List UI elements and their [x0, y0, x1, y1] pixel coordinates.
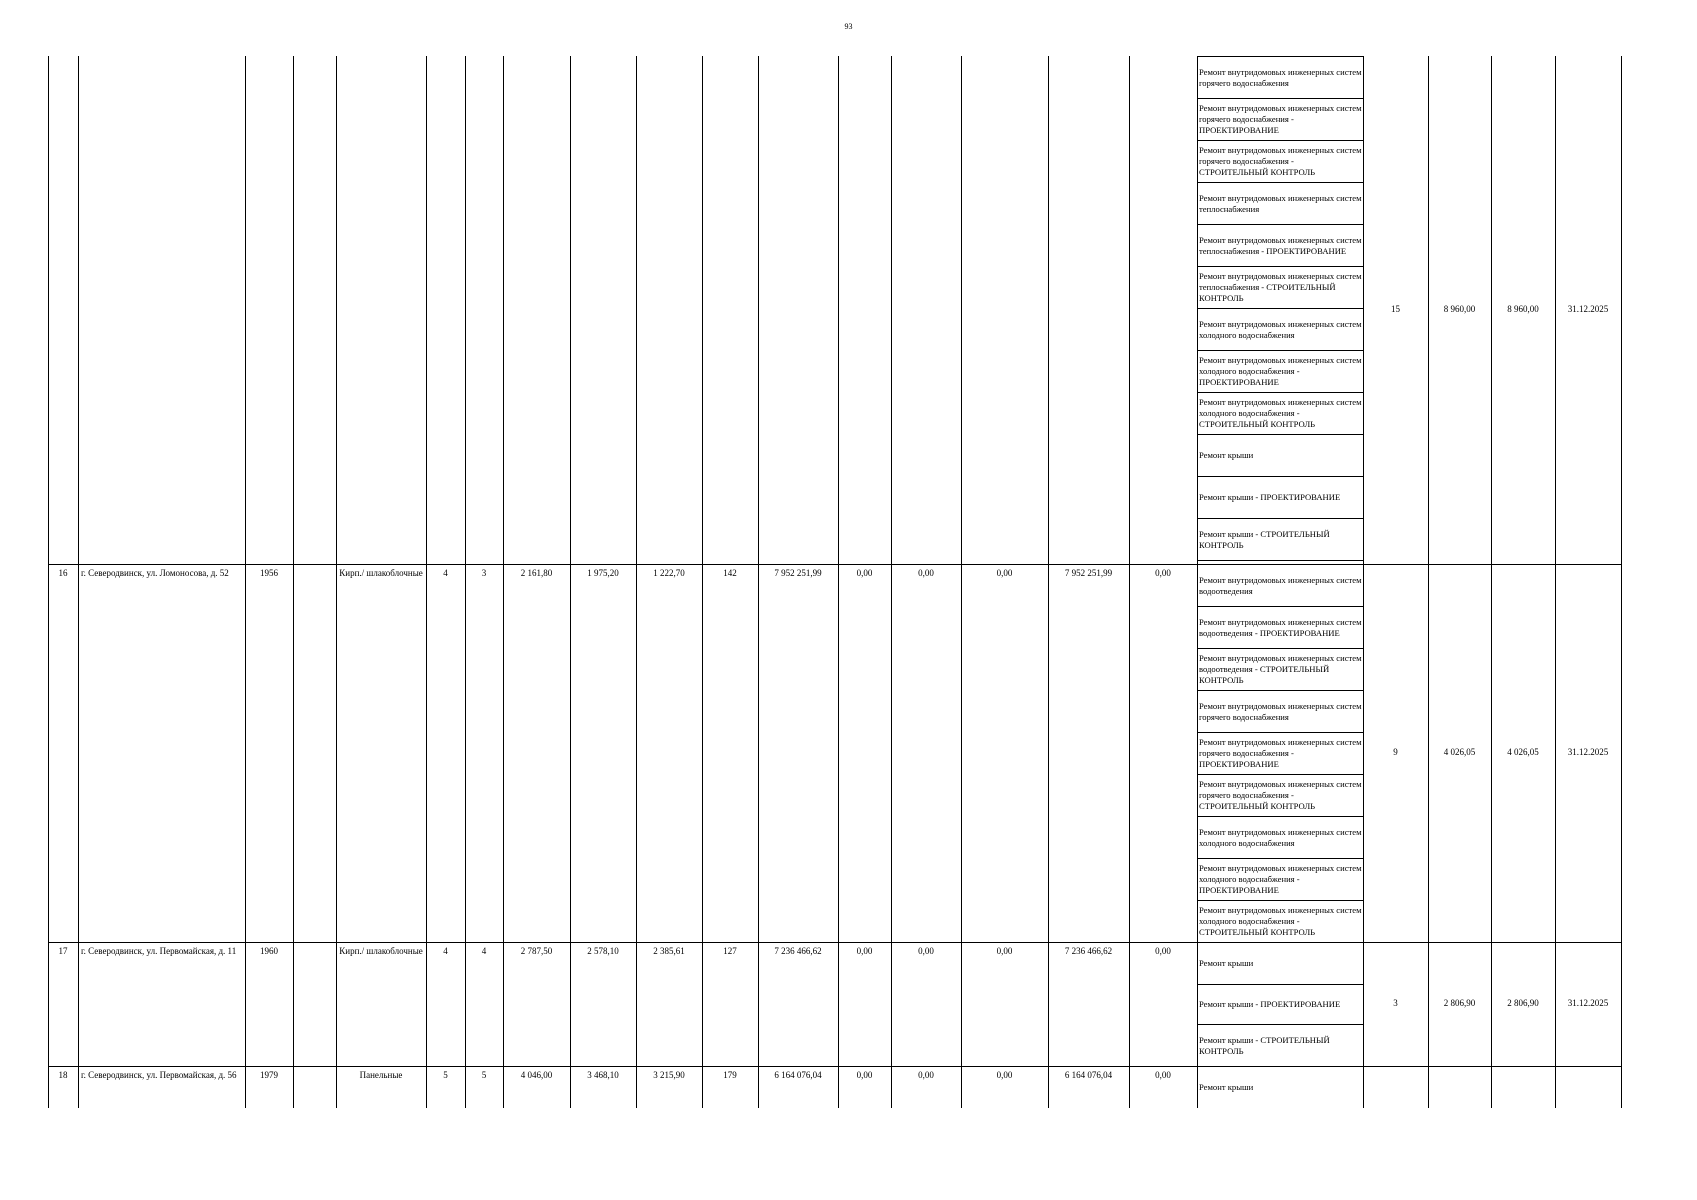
grid-column-line [465, 56, 466, 1108]
grid-column-line [636, 56, 637, 1108]
cell-count: 3 [1393, 998, 1398, 1008]
grid-column-line [1621, 56, 1622, 1108]
work-item: Ремонт внутридомовых инженерных систем холодного водоснабжения [1199, 318, 1362, 340]
grid-column-line [503, 56, 504, 1108]
work-item: Ремонт крыши [1199, 1082, 1254, 1092]
work-separator [1197, 1066, 1363, 1067]
grid-column-line [78, 56, 79, 1108]
grid-column-line [891, 56, 892, 1108]
page-number: 93 [844, 22, 853, 31]
grid-column-line [1048, 56, 1049, 1108]
cell-fund-federal: 0,00 [856, 568, 873, 578]
work-item: Ремонт крыши [1199, 958, 1254, 968]
work-separator [1197, 942, 1363, 943]
cell-area-total: 2 787,50 [520, 946, 553, 956]
cell-num: 18 [58, 1070, 68, 1080]
work-item: Ремонт крыши - ПРОЕКТИРОВАНИЕ [1199, 999, 1341, 1009]
cell-wall: Кирп./ шлакоблочные [339, 568, 423, 578]
cell-area-living: 1 975,20 [587, 568, 619, 578]
cell-count: 15 [1391, 304, 1400, 314]
work-item: Ремонт внутридомовых инженерных систем холодного водоснабжения - ПРОЕКТИРОВАНИЕ [1199, 355, 1362, 387]
cell-fund-owners: 7 236 466,62 [1064, 946, 1113, 956]
grid-column-line [1129, 56, 1130, 1108]
cell-area-owned: 3 215,90 [653, 1070, 685, 1080]
cell-residents: 142 [723, 568, 737, 578]
work-item: Ремонт внутридомовых инженерных систем теплоснабжения - ПРОЕКТИРОВАНИЕ [1199, 234, 1362, 256]
work-item: Ремонт внутридомовых инженерных систем холодного водоснабжения - СТРОИТЕЛЬНЫЙ КОНТРОЛЬ [1199, 905, 1362, 937]
cell-floors: 4 [443, 946, 448, 956]
work-item: Ремонт крыши - СТРОИТЕЛЬНЫЙ КОНТРОЛЬ [1199, 528, 1330, 550]
cell-address: г. Северодвинск, ул. Первомайская, д. 11 [81, 946, 237, 956]
grid-column-line [426, 56, 427, 1108]
cell-wall: Панельные [359, 1070, 403, 1080]
cell-cost-total: 6 164 076,04 [774, 1070, 822, 1080]
cell-year: 1979 [260, 1070, 278, 1080]
cell-area-living: 3 468,10 [587, 1070, 619, 1080]
work-item: Ремонт внутридомовых инженерных систем горячего водоснабжения - СТРОИТЕЛЬНЫЙ КОНТРОЛЬ [1199, 779, 1362, 811]
work-item: Ремонт внутридомовых инженерных систем водоотведения - ПРОЕКТИРОВАНИЕ [1199, 616, 1362, 638]
grid-column-line [1428, 56, 1429, 1108]
cell-max-cost: 2 806,90 [1507, 998, 1539, 1008]
work-item: Ремонт внутридомовых инженерных систем холодного водоснабжения [1199, 826, 1362, 848]
cell-entrances: 3 [481, 568, 487, 578]
work-item: Ремонт внутридомовых инженерных систем холодного водоснабжения - СТРОИТЕЛЬНЫЙ КОНТРОЛЬ [1199, 397, 1362, 429]
grid-column-line [702, 56, 703, 1108]
cell-area-owned: 1 222,70 [653, 568, 685, 578]
work-item: Ремонт внутридомовых инженерных систем водоотведения - СТРОИТЕЛЬНЫЙ КОНТРОЛЬ [1199, 653, 1362, 685]
cell-area-living: 2 578,10 [587, 946, 619, 956]
work-item: Ремонт внутридомовых инженерных систем горячего водоснабжения - СТРОИТЕЛЬНЫЙ КОНТРОЛЬ [1199, 145, 1362, 177]
cell-unit-cost: 4 026,05 [1443, 747, 1476, 757]
grid-column-line [1555, 56, 1556, 1108]
cell-fund-federal: 0,00 [856, 946, 873, 956]
cell-max-cost: 4 026,05 [1507, 747, 1539, 757]
grid-column-line [961, 56, 962, 1108]
work-item: Ремонт внутридомовых инженерных систем горячего водоснабжения - ПРОЕКТИРОВАНИЕ [1199, 737, 1362, 769]
cell-fund-regional: 0,00 [918, 568, 934, 578]
cell-deadline: 31.12.2025 [1567, 304, 1609, 314]
cell-unit-cost: 8 960,00 [1443, 304, 1476, 314]
cell-address: г. Северодвинск, ул. Первомайская, д. 56 [81, 1070, 237, 1080]
work-item: Ремонт крыши [1199, 450, 1254, 460]
cell-fund-owners: 6 164 076,04 [1064, 1070, 1113, 1080]
cell-floors: 5 [443, 1070, 448, 1080]
cell-unit-cost: 2 806,90 [1443, 998, 1476, 1008]
work-separator [1197, 56, 1363, 57]
row-separator [48, 942, 1197, 943]
row-separator [1363, 1066, 1621, 1067]
cell-fund-other: 0,00 [1155, 568, 1171, 578]
cell-cost-total: 7 952 251,99 [774, 568, 822, 578]
grid-column-line [1363, 56, 1364, 1108]
cell-area-total: 2 161,80 [520, 568, 553, 578]
grid-column-line [293, 56, 294, 1108]
cell-cost-total: 7 236 466,62 [774, 946, 822, 956]
grid-column-line [570, 56, 571, 1108]
cell-floors: 4 [443, 568, 448, 578]
cell-fund-regional: 0,00 [918, 1070, 934, 1080]
grid-column-line [336, 56, 337, 1108]
work-separator [1197, 560, 1363, 561]
cell-fund-local: 0,00 [996, 568, 1013, 578]
work-item: Ремонт внутридомовых инженерных систем горячего водоснабжения [1199, 700, 1362, 722]
cell-count: 9 [1393, 747, 1398, 757]
cell-year: 1960 [260, 946, 278, 956]
work-item: Ремонт внутридомовых инженерных систем теплоснабжения - СТРОИТЕЛЬНЫЙ КОНТРОЛЬ [1199, 271, 1362, 303]
cell-num: 16 [58, 568, 68, 578]
work-item: Ремонт внутридомовых инженерных систем горячего водоснабжения [1199, 66, 1362, 88]
cell-max-cost: 8 960,00 [1507, 304, 1539, 314]
cell-entrances: 5 [481, 1070, 487, 1080]
work-item: Ремонт внутридомовых инженерных систем водоотведения [1199, 574, 1362, 596]
cell-area-owned: 2 385,61 [653, 946, 685, 956]
cell-wall: Кирп./ шлакоблочные [339, 946, 423, 956]
cell-fund-owners: 7 952 251,99 [1064, 568, 1113, 578]
cell-fund-local: 0,00 [996, 1070, 1013, 1080]
cell-num: 17 [58, 946, 68, 956]
cell-area-total: 4 046,00 [520, 1070, 553, 1080]
work-item: Ремонт внутридомовых инженерных систем горячего водоснабжения - ПРОЕКТИРОВАНИЕ [1199, 103, 1362, 135]
cell-fund-other: 0,00 [1155, 946, 1171, 956]
grid-column-line [758, 56, 759, 1108]
cell-fund-federal: 0,00 [856, 1070, 873, 1080]
cell-residents: 127 [723, 946, 737, 956]
grid-column-line [48, 56, 49, 1108]
row-separator [48, 564, 1197, 565]
work-item: Ремонт внутридомовых инженерных систем теплоснабжения [1199, 192, 1362, 214]
grid-column-line [245, 56, 246, 1108]
work-item: Ремонт крыши - ПРОЕКТИРОВАНИЕ [1199, 492, 1341, 502]
cell-deadline: 31.12.2025 [1567, 747, 1609, 757]
cell-entrances: 4 [481, 946, 487, 956]
cell-deadline: 31.12.2025 [1567, 998, 1609, 1008]
cell-fund-regional: 0,00 [918, 946, 934, 956]
cell-residents: 179 [723, 1070, 737, 1080]
row-separator [1363, 942, 1621, 943]
row-separator [1363, 564, 1621, 565]
work-separator [1197, 564, 1363, 565]
cell-fund-local: 0,00 [996, 946, 1013, 956]
cell-year: 1956 [260, 568, 278, 578]
grid-column-line [1491, 56, 1492, 1108]
grid-column-line [838, 56, 839, 1108]
work-item: Ремонт внутридомовых инженерных систем холодного водоснабжения - ПРОЕКТИРОВАНИЕ [1199, 863, 1362, 895]
cell-address: г. Северодвинск, ул. Ломоносова, д. 52 [81, 568, 229, 578]
row-separator [48, 1066, 1197, 1067]
cell-fund-other: 0,00 [1155, 1070, 1171, 1080]
work-item: Ремонт крыши - СТРОИТЕЛЬНЫЙ КОНТРОЛЬ [1199, 1034, 1330, 1056]
